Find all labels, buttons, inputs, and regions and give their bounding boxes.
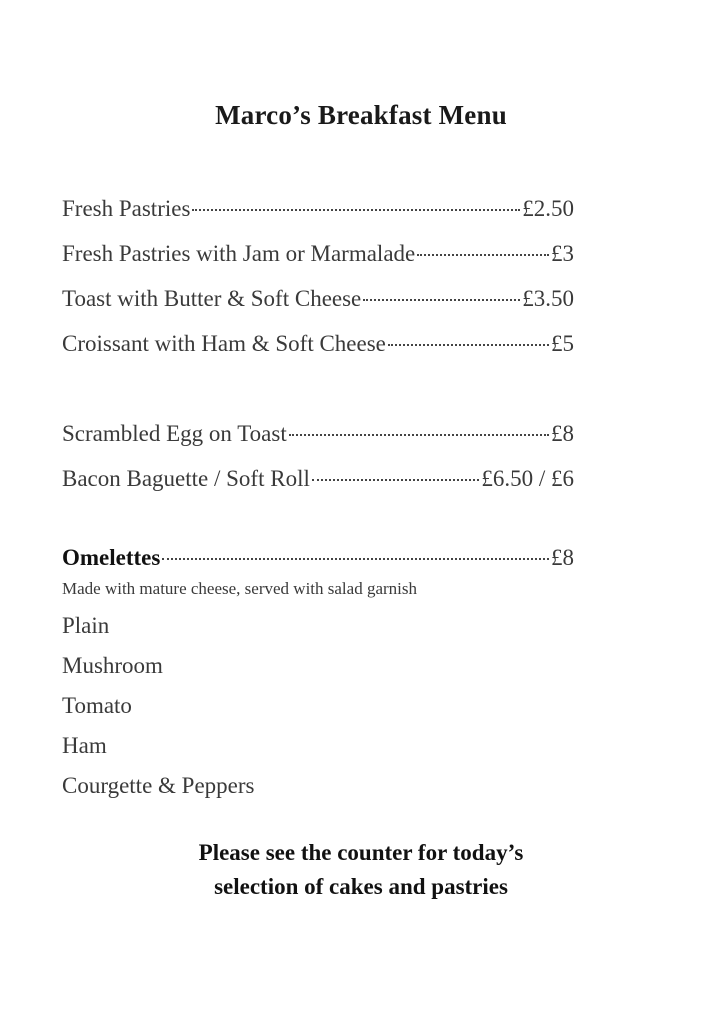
- item-price: £3: [551, 241, 574, 266]
- dot-leader: [417, 254, 549, 256]
- item-name: Scrambled Egg on Toast: [62, 421, 287, 446]
- dot-leader: [162, 558, 549, 560]
- menu-item-omelettes: [62, 545, 574, 575]
- menu-title: Marco’s Breakfast Menu: [215, 100, 507, 130]
- omelette-option: Mushroom: [62, 653, 163, 678]
- menu-item-scrambled-egg: [62, 421, 574, 451]
- item-name: Toast with Butter & Soft Cheese: [62, 286, 362, 311]
- item-price: £3.50: [522, 286, 574, 311]
- omelette-option: Courgette & Peppers: [62, 773, 255, 798]
- item-name: Fresh Pastries with Jam or Marmalade: [62, 241, 416, 266]
- menu-item-bacon: [62, 466, 574, 496]
- menu-item-pastries-jam: [62, 241, 574, 271]
- item-name: Omelettes: [62, 545, 161, 570]
- item-price: £2.50: [522, 196, 574, 221]
- footer-note: [0, 836, 722, 904]
- dot-leader: [312, 479, 480, 481]
- footer-line: selection of cakes and pastries: [214, 874, 508, 899]
- item-name: Croissant with Ham & Soft Cheese: [62, 331, 386, 356]
- dot-leader: [388, 344, 549, 346]
- dot-leader: [192, 209, 520, 211]
- item-price: £6.50 / £6: [481, 466, 574, 491]
- dot-leader: [289, 434, 549, 436]
- item-price: £8: [551, 545, 574, 570]
- menu-item-toast: [62, 286, 574, 316]
- menu-item-fresh-pastries: [62, 196, 574, 226]
- omelette-description: Made with mature cheese, served with salad garnish: [62, 579, 417, 598]
- item-price: £8: [551, 421, 574, 446]
- omelette-option: Plain: [62, 613, 110, 638]
- item-name: Fresh Pastries: [62, 196, 191, 221]
- footer-line: Please see the counter for today’s: [198, 840, 524, 865]
- menu-item-croissant: [62, 331, 574, 361]
- item-price: £5: [551, 331, 574, 356]
- omelette-option: Tomato: [62, 693, 132, 718]
- dot-leader: [363, 299, 520, 301]
- omelette-option: Ham: [62, 733, 107, 758]
- item-name: Bacon Baguette / Soft Roll: [62, 466, 310, 491]
